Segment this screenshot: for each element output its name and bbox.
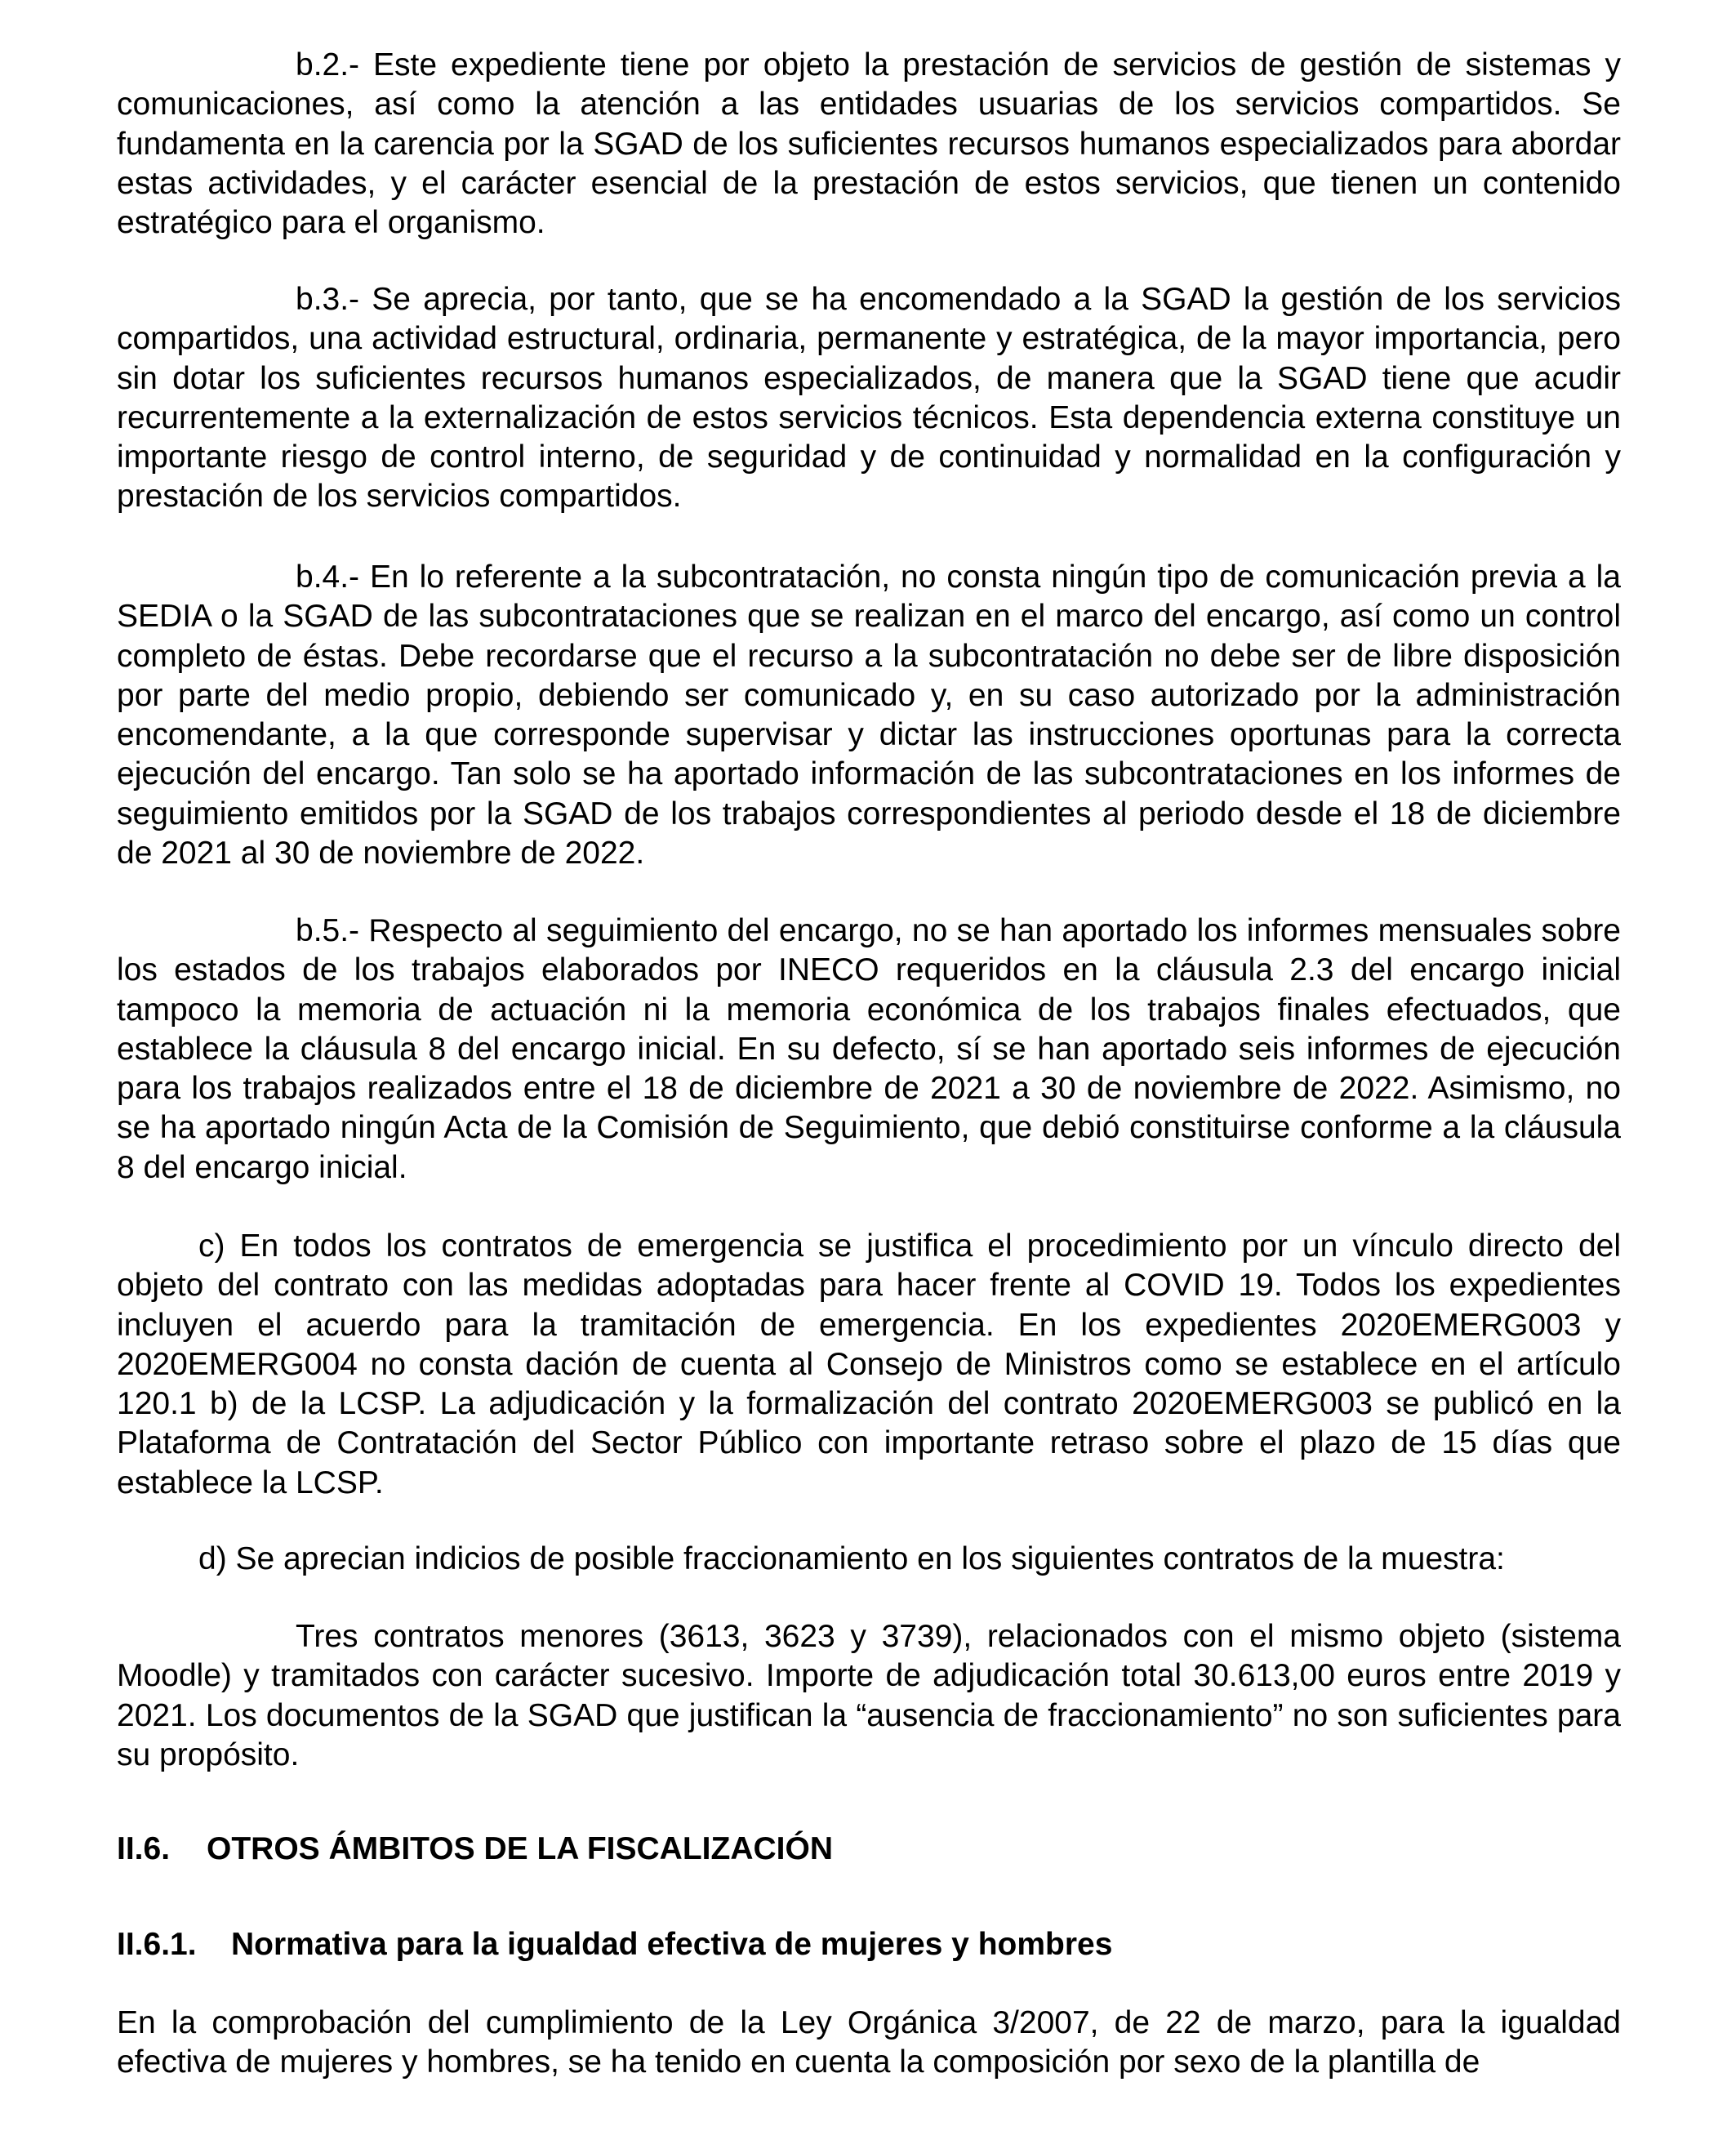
section-title: OTROS ÁMBITOS DE LA FISCALIZACIÓN (207, 1831, 833, 1866)
paragraph-d: d) Se aprecian indicios de posible fraccionamiento en los siguientes contratos de la muestra: (198, 1541, 1505, 1576)
subsection-title: Normativa para la igualdad efectiva de mujeres y hombres (231, 1927, 1113, 1962)
section-number: II.6. (117, 1831, 171, 1866)
paragraph-b5: b.5.- Respecto al seguimiento del encargo, no se han aportado los informes mensuales sobre los estados de los trabajos elaborados por INECO requeridos en la cláusula 2.3 del encargo inicial tampoco la memoria de actuación ni la memoria económica de los trabajos finales efectuados, que establece la cláusula 8 del encargo inicial. En su defecto, sí se han aportado seis informes de ejecución para los trabajos realizados entre el 18 de diciembre de 2021 a 30 de noviembre de 2022. Asimismo, no se ha aportado ningún Acta de la Comisión de Seguimiento, que debió constituirse conforme a la cláusula 8 del encargo inicial. (117, 913, 1621, 1185)
paragraph-contratos-menores: Tres contratos menores (3613, 3623 y 3739), relacionados con el mismo objeto (sistema Moodle) y tramitados con carácter sucesivo. Importe de adjudicación total 30.613,00 euros entre 2019 y 2021. Los documentos de la SGAD que justifican la “ausencia de fraccionamiento” no son suficientes para su propósito. (117, 1619, 1621, 1772)
paragraph-b4: b.4.- En lo referente a la subcontratación, no consta ningún tipo de comunicación previa a la SEDIA o la SGAD de las subcontrataciones que se realizan en el marco del encargo, así como un control completo de éstas. Debe recordarse que el recurso a la subcontratación no debe ser de libre disposición por parte del medio propio, debiendo ser comunicado y, en su caso autorizado por la administración encomendante, a la que corresponde supervisar y dictar las instrucciones oportunas para la correcta ejecución del encargo. Tan solo se ha aportado información de las subcontrataciones en los informes de seguimiento emitidos por la SGAD de los trabajos correspondientes al periodo desde el 18 de diciembre de 2021 al 30 de noviembre de 2022. (117, 559, 1621, 872)
paragraph-b2: b.2.- Este expediente tiene por objeto la prestación de servicios de gestión de sistemas y comunicaciones, así como la atención a las entidades usuarias de los servicios compartidos. Se fundamenta en la carencia por la SGAD de los suficientes recursos humanos especializados para abordar estas actividades, y el carácter esencial de la prestación de estos servicios, que tienen un contenido estratégico para el organismo. (117, 47, 1621, 241)
paragraph-igualdad: En la comprobación del cumplimiento de la Ley Orgánica 3/2007, de 22 de marzo, para la igualdad efectiva de mujeres y hombres, se ha tenido en cuenta la composición por sexo de la plantilla de (117, 2005, 1621, 2080)
section-heading-ii6 (117, 1830, 833, 1869)
section-heading-ii61 (117, 1925, 1112, 1964)
paragraph-b3: b.3.- Se aprecia, por tanto, que se ha encomendado a la SGAD la gestión de los servicios compartidos, una actividad estructural, ordinaria, permanente y estratégica, de la mayor importancia, pero sin dotar los suficientes recursos humanos especializados, de manera que la SGAD tiene que acudir recurrentemente a la externalización de estos servicios técnicos. Esta dependencia externa constituye un importante riesgo de control interno, de seguridad y de continuidad y normalidad en la configuración y prestación de los servicios compartidos. (117, 282, 1621, 515)
subsection-number: II.6.1. (117, 1927, 197, 1962)
paragraph-c: c) En todos los contratos de emergencia se justifica el procedimiento por un vínculo directo del objeto del contrato con las medidas adoptadas para hacer frente al COVID 19. Todos los expedientes incluyen el acuerdo para la tramitación de emergencia. En los expedientes 2020EMERG003 y 2020EMERG004 no consta dación de cuenta al Consejo de Ministros como se establece en el artículo 120.1 b) de la LCSP. La adjudicación y la formalización del contrato 2020EMERG003 se publicó en la Plataforma de Contratación del Sector Público con importante retraso sobre el plazo de 15 días que establece la LCSP. (117, 1228, 1621, 1500)
